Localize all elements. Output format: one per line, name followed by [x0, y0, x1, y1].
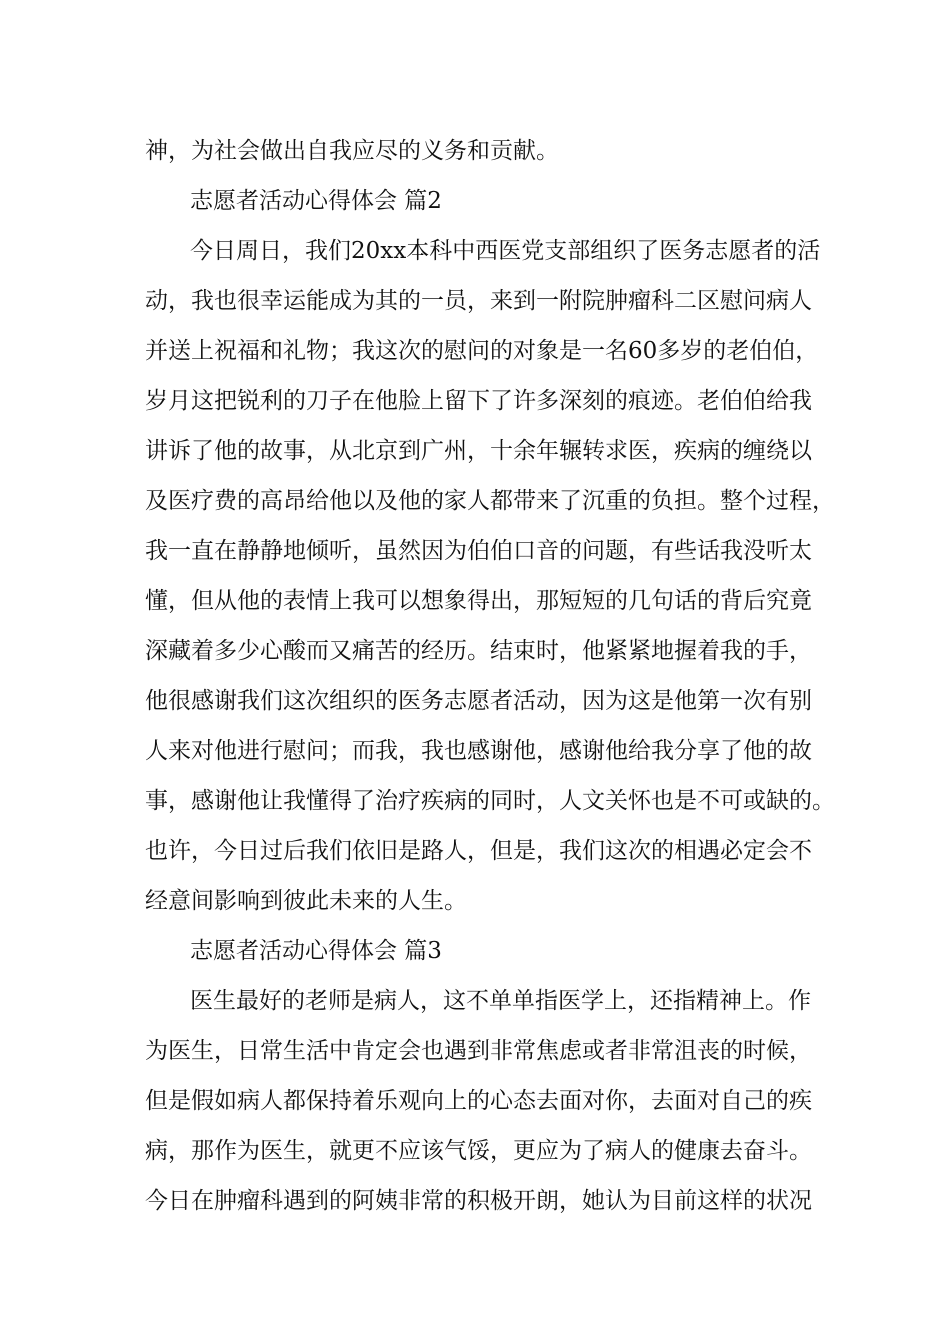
paragraph-line: 讲诉了他的故事，从北京到广州，十余年辗转求医，疾病的缠绕以 [145, 438, 812, 464]
paragraph-line: 经意间影响到彼此未来的人生。 [145, 888, 467, 914]
paragraph-line: 深藏着多少心酸而又痛苦的经历。结束时，他紧紧地握着我的手， [145, 638, 812, 664]
paragraph-line: 为医生，日常生活中肯定会也遇到非常焦虑或者非常沮丧的时候， [145, 1038, 812, 1064]
section-heading-2: 志愿者活动心得体会 篇2 [190, 188, 442, 214]
paragraph-line: 事，感谢他让我懂得了治疗疾病的同时，人文关怀也是不可或缺的。 [145, 788, 835, 814]
paragraph-line: 他很感谢我们这次组织的医务志愿者活动，因为这是他第一次有别 [145, 688, 812, 714]
paragraph-line: 今日在肿瘤科遇到的阿姨非常的积极开朗，她认为目前这样的状况 [145, 1188, 812, 1214]
paragraph-line: 及医疗费的高昂给他以及他的家人都带来了沉重的负担。整个过程， [145, 488, 835, 514]
section-heading-3: 志愿者活动心得体会 篇3 [190, 938, 442, 964]
paragraph-line: 医生最好的老师是病人，这不单单指医学上，还指精神上。作 [190, 988, 811, 1014]
paragraph-line: 懂，但从他的表情上我可以想象得出，那短短的几句话的背后究竟 [145, 588, 812, 614]
paragraph-line: 今日周日，我们20xx本科中西医党支部组织了医务志愿者的活 [190, 238, 821, 264]
paragraph-line: 病，那作为医生，就更不应该气馁，更应为了病人的健康去奋斗。 [145, 1138, 812, 1164]
paragraph-continuation-line: 神，为社会做出自我应尽的义务和贡献。 [145, 138, 559, 164]
paragraph-line: 我一直在静静地倾听，虽然因为伯伯口音的问题，有些话我没听太 [145, 538, 812, 564]
paragraph-line: 也许，今日过后我们依旧是路人，但是，我们这次的相遇必定会不 [145, 838, 812, 864]
paragraph-line: 并送上祝福和礼物；我这次的慰问的对象是一名60多岁的老伯伯， [145, 338, 819, 364]
paragraph-line: 动，我也很幸运能成为其的一员，来到一附院肿瘤科二区慰问病人 [145, 288, 812, 314]
paragraph-line: 人来对他进行慰问；而我，我也感谢他，感谢他给我分享了他的故 [145, 738, 812, 764]
paragraph-line: 岁月这把锐利的刀子在他脸上留下了许多深刻的痕迹。老伯伯给我 [145, 388, 812, 414]
paragraph-line: 但是假如病人都保持着乐观向上的心态去面对你，去面对自己的疾 [145, 1088, 812, 1114]
